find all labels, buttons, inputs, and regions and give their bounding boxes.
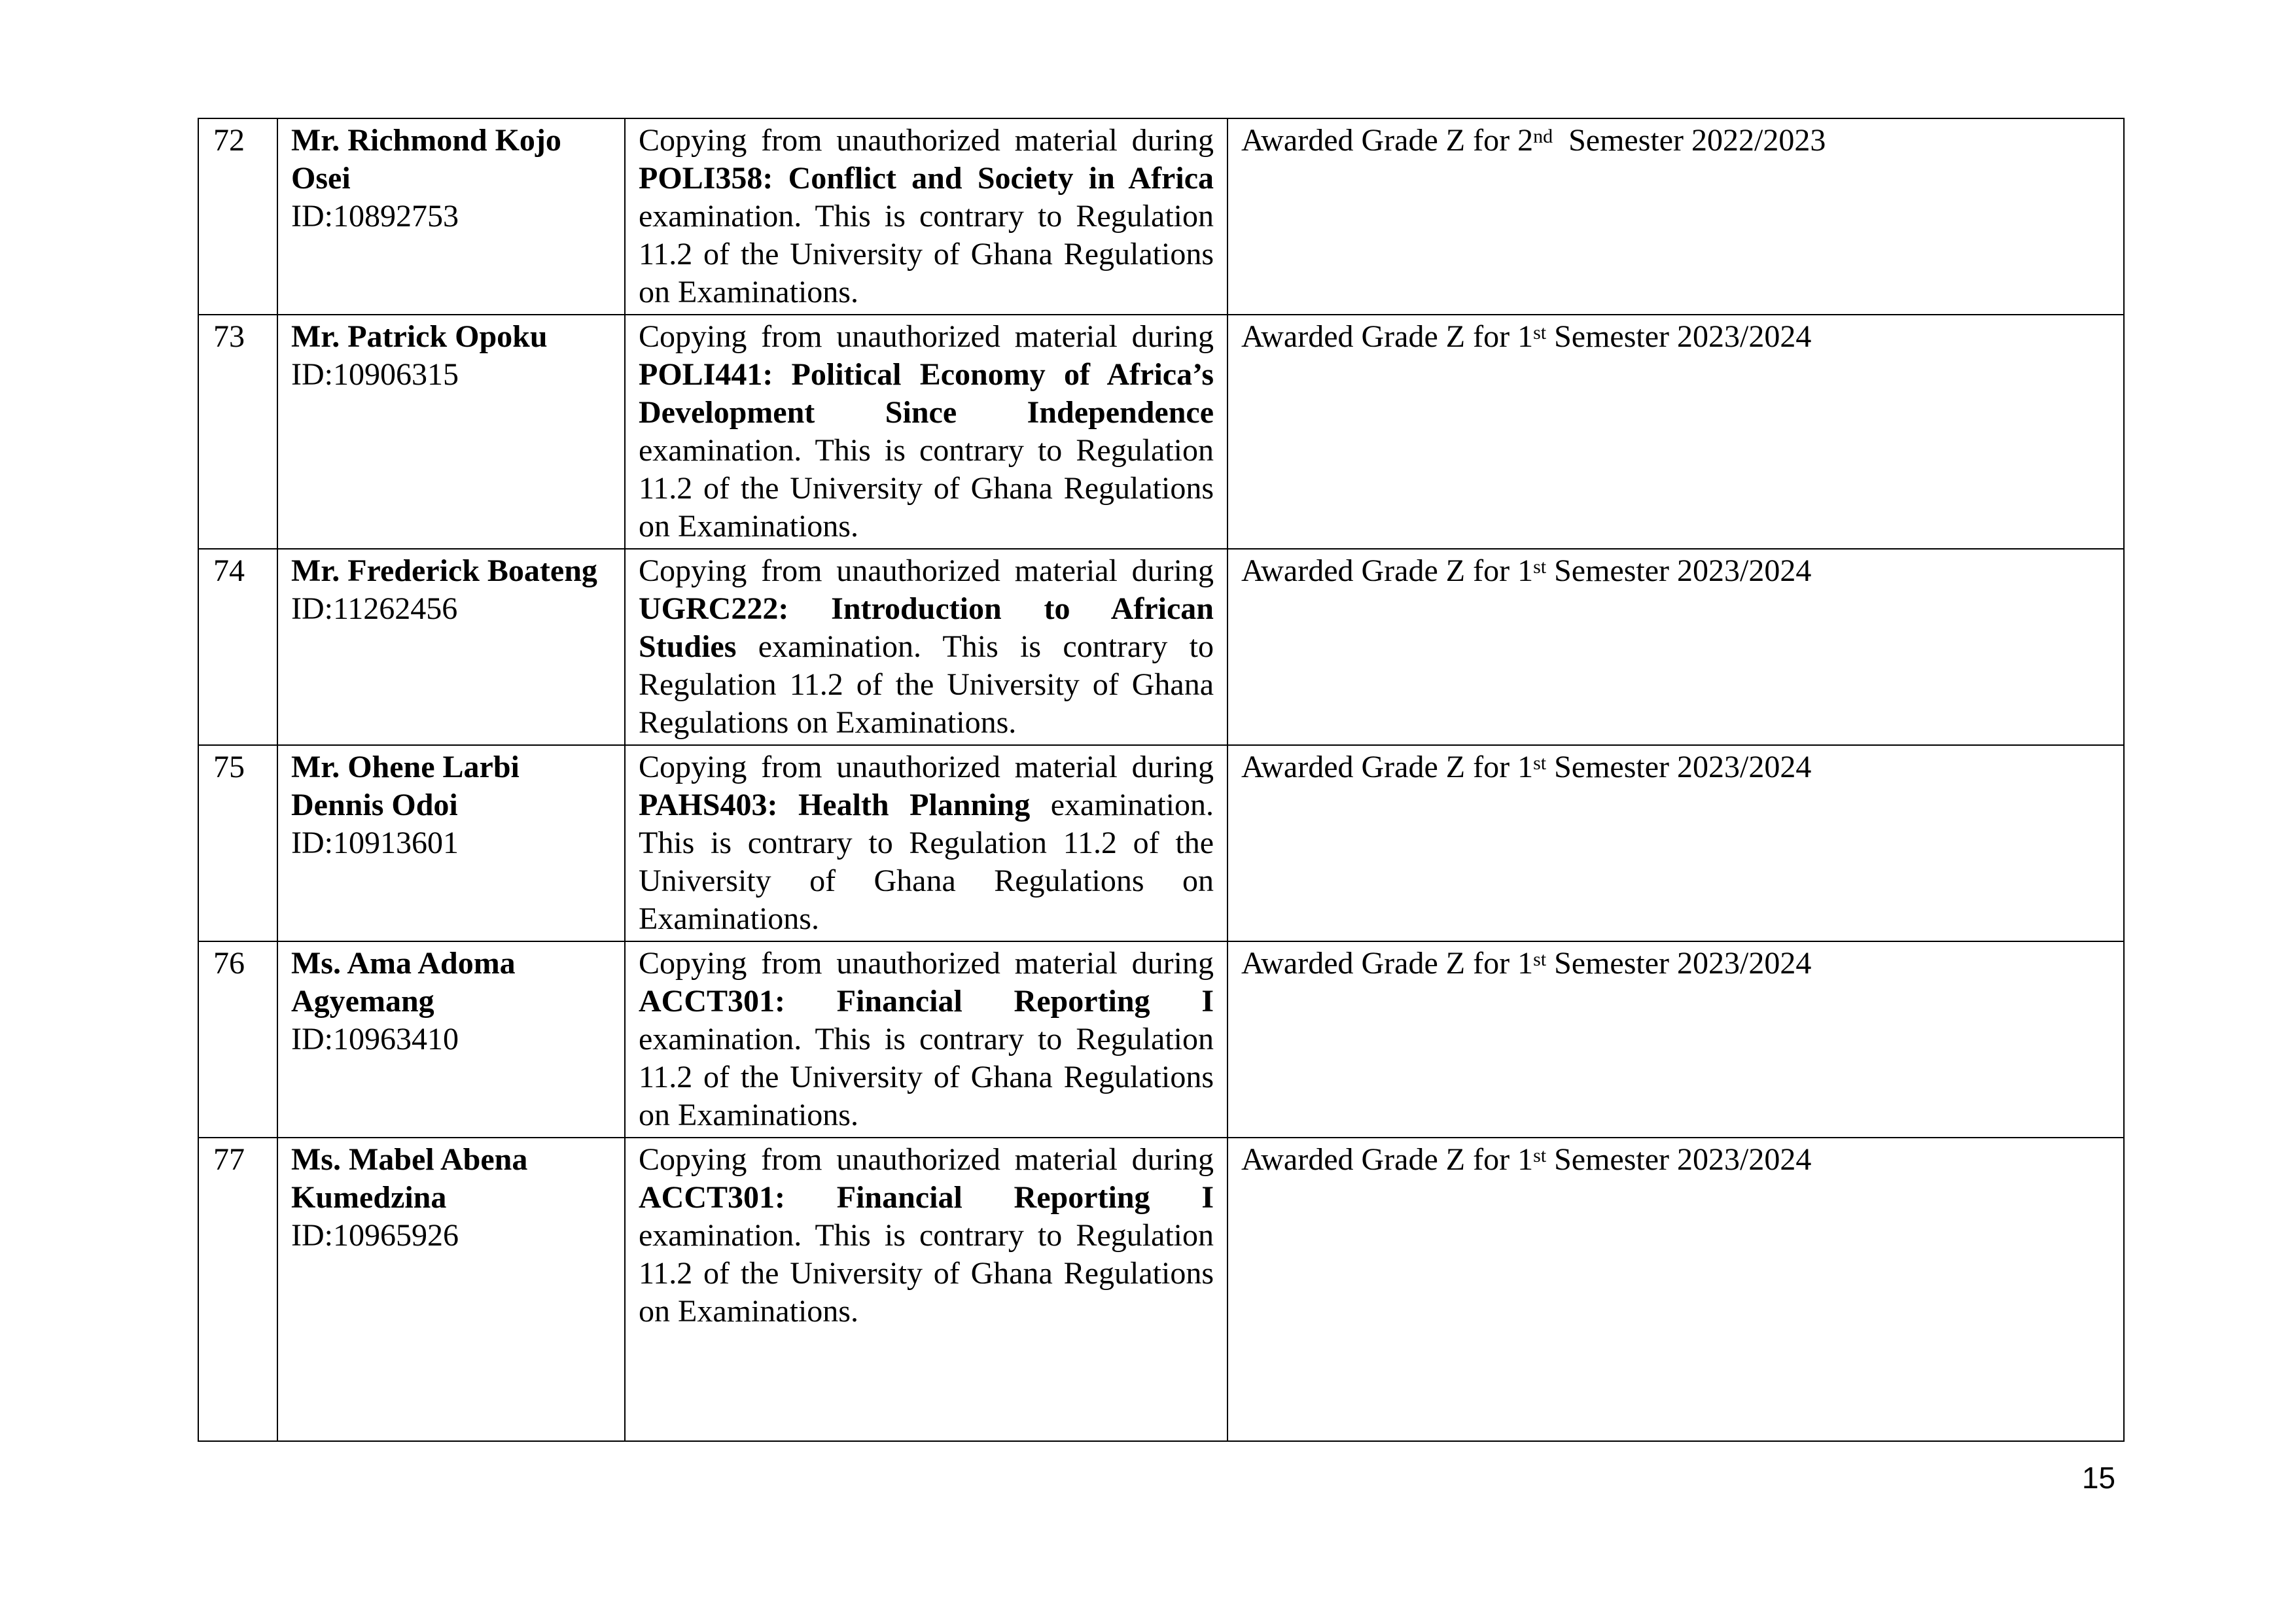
course-title: POLI441: Political Economy of Africa’s Development Since Independence <box>639 357 1214 430</box>
student-id: ID:10913601 <box>291 826 459 860</box>
offence-text: Copying from unauthorized material during <box>639 123 1214 158</box>
sanction-cell <box>1227 941 2124 1138</box>
student-cell <box>277 315 625 549</box>
student-name: Mr. Frederick Boateng <box>291 553 597 588</box>
row-number: 75 <box>198 745 277 941</box>
table-row <box>198 1138 2124 1441</box>
ordinal-suffix: st <box>1533 322 1547 343</box>
ordinal-suffix: st <box>1533 556 1547 578</box>
row-number: 72 <box>198 118 277 315</box>
offence-text: Copying from unauthorized material during <box>639 946 1214 981</box>
offence-text: examination. This is contrary to Regulation 11.2 of the University of Ghana Regulations on Examinations. <box>639 199 1214 309</box>
student-cell <box>277 549 625 745</box>
offence-cell <box>625 745 1227 941</box>
offence-text: examination. This is contrary to Regulation 11.2 of the University of Ghana Regulations on Examinations. <box>639 1022 1214 1132</box>
sanction-text: Semester 2023/2024 <box>1546 553 1812 588</box>
sanction-text: Awarded Grade Z for 1 <box>1241 946 1534 981</box>
sanction-text: Semester 2023/2024 <box>1546 750 1812 784</box>
row-number: 73 <box>198 315 277 549</box>
course-title: UGRC222: Introduction to African Studies <box>639 591 1214 664</box>
sanction-text: Semester 2023/2024 <box>1546 319 1812 354</box>
student-name: Ms. Mabel Abena Kumedzina <box>291 1142 528 1215</box>
sanction-text: Awarded Grade Z for 1 <box>1241 553 1534 588</box>
offence-cell <box>625 315 1227 549</box>
student-name: Mr. Richmond Kojo Osei <box>291 123 561 196</box>
sanction-text: Semester 2022/2023 <box>1553 123 1826 158</box>
sanction-cell <box>1227 549 2124 745</box>
student-cell <box>277 745 625 941</box>
row-number: 77 <box>198 1138 277 1441</box>
sanction-text: Awarded Grade Z for 1 <box>1241 319 1534 354</box>
offence-text: examination. This is contrary to Regulation 11.2 of the University of Ghana Regulations on Examinations. <box>639 629 1214 740</box>
table-row <box>198 941 2124 1138</box>
ordinal-suffix: nd <box>1533 126 1553 147</box>
offence-text: examination. This is contrary to Regulation 11.2 of the University of Ghana Regulations on Examinations. <box>639 433 1214 544</box>
table-row <box>198 745 2124 941</box>
course-title: PAHS403: Health Planning <box>639 788 1031 822</box>
table-row <box>198 549 2124 745</box>
table-row <box>198 118 2124 315</box>
offence-cell <box>625 941 1227 1138</box>
student-cell <box>277 118 625 315</box>
student-id: ID:11262456 <box>291 591 458 626</box>
offence-cell <box>625 1138 1227 1441</box>
student-id: ID:10906315 <box>291 357 459 392</box>
course-title: POLI358: Conflict and Society in Africa <box>639 161 1214 196</box>
page-number: 15 <box>2081 1461 2115 1495</box>
offence-text: Copying from unauthorized material during <box>639 750 1214 784</box>
course-title: ACCT301: Financial Reporting I <box>639 984 1214 1019</box>
course-title: ACCT301: Financial Reporting I <box>639 1180 1214 1215</box>
sanction-text: Semester 2023/2024 <box>1546 946 1812 981</box>
student-id: ID:10892753 <box>291 199 459 234</box>
sanction-text: Awarded Grade Z for 2 <box>1241 123 1534 158</box>
offence-text: Copying from unauthorized material during <box>639 553 1214 588</box>
offence-cell <box>625 549 1227 745</box>
sanction-cell <box>1227 118 2124 315</box>
ordinal-suffix: st <box>1533 949 1547 970</box>
sanction-cell <box>1227 1138 2124 1441</box>
sanction-text: Awarded Grade Z for 1 <box>1241 1142 1534 1177</box>
disciplinary-records-table <box>198 118 2125 1442</box>
ordinal-suffix: st <box>1533 752 1547 774</box>
sanction-text: Semester 2023/2024 <box>1546 1142 1812 1177</box>
student-name: Mr. Patrick Opoku <box>291 319 548 354</box>
ordinal-suffix: st <box>1533 1145 1547 1166</box>
offence-text: examination. This is contrary to Regulation 11.2 of the University of Ghana Regulations on Examinations. <box>639 788 1214 936</box>
row-number: 74 <box>198 549 277 745</box>
offence-text: Copying from unauthorized material during <box>639 319 1214 354</box>
student-cell <box>277 1138 625 1441</box>
student-id: ID:10965926 <box>291 1218 459 1253</box>
student-name: Ms. Ama Adoma Agyemang <box>291 946 516 1019</box>
table-row <box>198 315 2124 549</box>
row-number: 76 <box>198 941 277 1138</box>
sanction-cell <box>1227 745 2124 941</box>
student-cell <box>277 941 625 1138</box>
sanction-cell <box>1227 315 2124 549</box>
student-name: Mr. Ohene Larbi Dennis Odoi <box>291 750 520 822</box>
student-id: ID:10963410 <box>291 1022 459 1056</box>
sanction-text: Awarded Grade Z for 1 <box>1241 750 1534 784</box>
offence-text: examination. This is contrary to Regulation 11.2 of the University of Ghana Regulations on Examinations. <box>639 1218 1214 1329</box>
offence-cell <box>625 118 1227 315</box>
offence-text: Copying from unauthorized material during <box>639 1142 1214 1177</box>
